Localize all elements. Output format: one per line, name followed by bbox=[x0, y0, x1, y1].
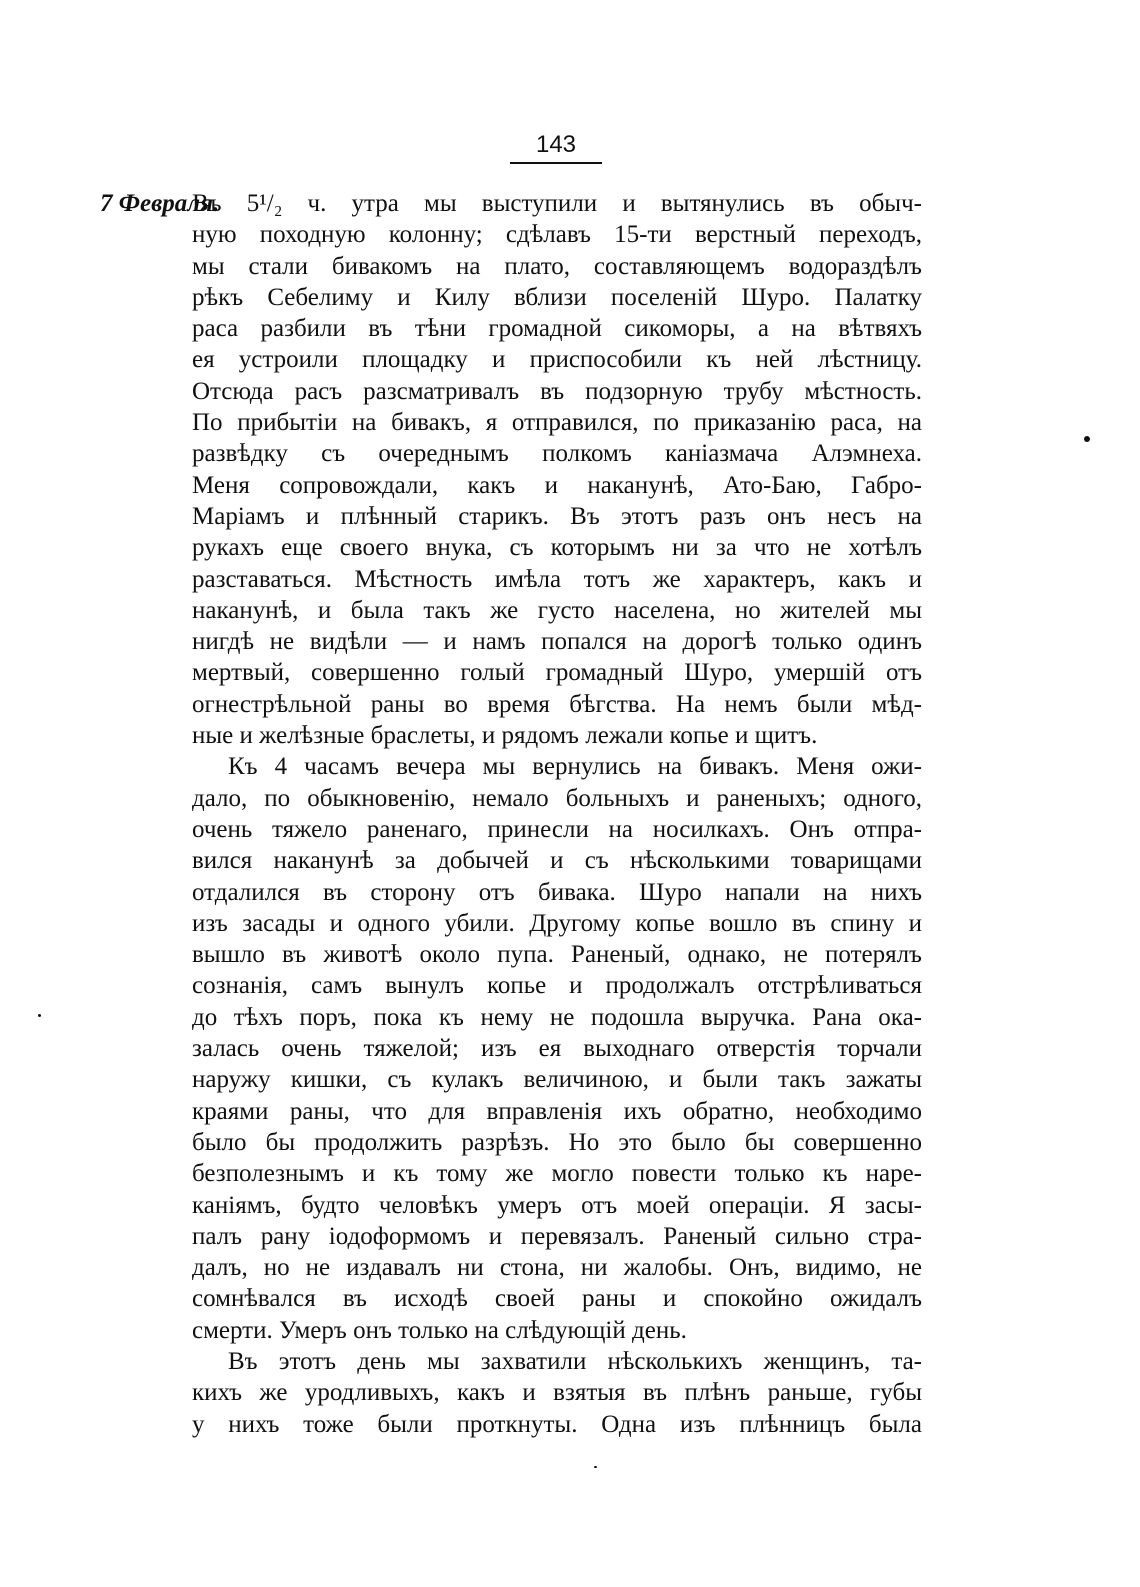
text-line: краями раны, что для вправленія ихъ обратно, необходимо bbox=[192, 1097, 922, 1125]
text-line: до тѣхъ поръ, пока къ нему не подошла выручка. Рана ока- bbox=[192, 1003, 922, 1031]
paragraph-2 bbox=[192, 751, 922, 1346]
text-line: разставаться. Мѣстность имѣла тотъ же характеръ, какъ и bbox=[192, 565, 922, 593]
text-line: ные и желѣзные браслеты, и рядомъ лежали копье и щитъ. bbox=[192, 722, 818, 750]
text-line: мы стали бивакомъ на плато, составляющемъ водораздѣлъ bbox=[192, 252, 922, 280]
page-number-rule bbox=[510, 162, 602, 164]
text-line: у нихъ тоже были проткнуты. Одна изъ плѣнницъ была bbox=[192, 1410, 922, 1438]
text-line: отдалился въ сторону отъ бивака. Шуро напали на нихъ bbox=[192, 878, 922, 906]
text-line: Меня сопровождали, какъ и наканунѣ, Ато-Баю, Габро- bbox=[192, 471, 922, 499]
text-line: ную походную колонну; сдѣлавъ 15-ти верстный переходъ, bbox=[192, 221, 922, 249]
text-line: Въ 5¹/₂ ч. утра мы выступили и вытянулись въ обыч- bbox=[192, 190, 922, 217]
text-line: сомнѣвался въ исходѣ своей раны и спокойно ожидалъ bbox=[192, 1285, 922, 1313]
text-line: кихъ же уродливыхъ, какъ и взятыя въ плѣнъ раньше, губы bbox=[192, 1379, 922, 1407]
text-line: наканунѣ, и была такъ же густо населена, но жителей мы bbox=[192, 596, 922, 624]
text-line: нигдѣ не видѣли — и намъ попался на дорогѣ только одинъ bbox=[192, 628, 922, 656]
text-line: очень тяжело раненаго, принесли на носилкахъ. Онъ отпра- bbox=[192, 815, 922, 843]
text-line: палъ рану іодоформомъ и перевязалъ. Раненый сильно стра- bbox=[192, 1222, 922, 1250]
text-line: далъ, но не издавалъ ни стона, ни жалобы. Онъ, видимо, не bbox=[192, 1254, 922, 1282]
text-line: рѣкъ Себелиму и Килу вблизи поселеній Шуро. Палатку bbox=[192, 283, 922, 311]
text-line: залась очень тяжелой; изъ ея выходнаго отверстія торчали bbox=[192, 1035, 922, 1063]
text-line: По прибытіи на бивакъ, я отправился, по приказанію раса, на bbox=[192, 409, 922, 437]
text-line: огнестрѣльной раны во время бѣгства. На немъ были мѣд- bbox=[192, 690, 922, 718]
paragraph-1 bbox=[192, 188, 922, 751]
text-line: вышло въ животѣ около пупа. Раненый, однако, не потерялъ bbox=[192, 941, 922, 969]
body-text bbox=[192, 188, 922, 1440]
text-line: раса разбили въ тѣни громадной сикоморы, а на вѣтвяхъ bbox=[192, 315, 922, 343]
scan-speck bbox=[594, 1466, 597, 1468]
scan-speck bbox=[38, 1014, 41, 1017]
entry-date-heading: 7 Февраля. bbox=[100, 190, 220, 217]
text-line: смерти. Умеръ онъ только на слѣдующій день. bbox=[192, 1316, 687, 1344]
text-line: дало, по обыкновенію, немало больныхъ и раненыхъ; одного, bbox=[192, 784, 922, 812]
text-line: мертвый, совершенно голый громадный Шуро, умершій отъ bbox=[192, 659, 922, 687]
text-line: Отсюда расъ разсматривалъ въ подзорную трубу мѣстность. bbox=[192, 377, 922, 405]
text-line: ея устроили площадку и приспособили къ ней лѣстницу. bbox=[192, 346, 922, 374]
text-line: рукахъ еще своего внука, съ которымъ ни за что не хотѣлъ bbox=[192, 534, 922, 562]
text-line: Къ 4 часамъ вечера мы вернулись на бивакъ. Меня ожи- bbox=[228, 753, 922, 781]
text-line: Маріамъ и плѣнный старикъ. Въ этотъ разъ онъ несъ на bbox=[192, 502, 922, 530]
text-line: было бы продолжить разрѣзъ. Но это было бы совершенно bbox=[192, 1128, 922, 1156]
paragraph-3 bbox=[192, 1346, 922, 1440]
text-line: наружу кишки, съ кулакъ величиною, и были такъ зажаты bbox=[192, 1066, 922, 1094]
text-line: развѣдку съ очереднымъ полкомъ каніазмача Алэмнеха. bbox=[192, 440, 922, 468]
text-line: безполезнымъ и къ тому же могло повести только къ наре- bbox=[192, 1160, 922, 1188]
page-number: 143 bbox=[535, 131, 577, 158]
text-line: сознанія, самъ вынулъ копье и продолжалъ отстрѣливаться bbox=[192, 972, 922, 1000]
text-line: Въ этотъ день мы захватили нѣсколькихъ женщинъ, та- bbox=[228, 1347, 922, 1375]
margin-mark bbox=[1084, 436, 1090, 442]
text-line: изъ засады и одного убили. Другому копье вошло въ спину и bbox=[192, 909, 922, 937]
text-line: вился наканунѣ за добычей и съ нѣсколькими товарищами bbox=[192, 847, 922, 875]
text-line: каніямъ, будто человѣкъ умеръ отъ моей операціи. Я засы- bbox=[192, 1191, 922, 1219]
